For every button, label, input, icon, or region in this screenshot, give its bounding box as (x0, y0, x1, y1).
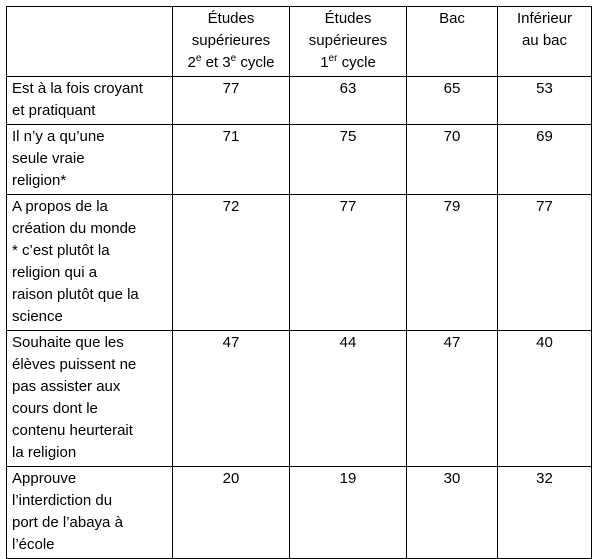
value-cell: 53 (498, 77, 592, 125)
value-cell: 63 (290, 77, 407, 125)
value-cell: 77 (173, 77, 290, 125)
table-body (7, 77, 592, 559)
value-cell: 69 (498, 125, 592, 195)
value-cell: 47 (407, 331, 498, 467)
row-label: Souhaite que les élèves puissent ne pas assister aux cours dont le contenu heurterait la religion (7, 331, 173, 467)
value-cell: 20 (173, 467, 290, 559)
header-bac: Bac (407, 7, 498, 77)
value-cell: 19 (290, 467, 407, 559)
table-row (7, 467, 592, 559)
value-cell: 65 (407, 77, 498, 125)
table-row (7, 125, 592, 195)
row-label: A propos de la création du monde * c’est plutôt la religion qui a raison plutôt que la science (7, 195, 173, 331)
row-label: Il n’y a qu’une seule vraie religion* (7, 125, 173, 195)
value-cell: 79 (407, 195, 498, 331)
header-row (7, 7, 592, 77)
survey-table (6, 6, 592, 559)
header-inferieur-au-bac: Inférieur au bac (498, 7, 592, 77)
value-cell: 70 (407, 125, 498, 195)
value-cell: 75 (290, 125, 407, 195)
table-row (7, 195, 592, 331)
table-row (7, 331, 592, 467)
header-empty-cell (7, 7, 173, 77)
value-cell: 40 (498, 331, 592, 467)
value-cell: 72 (173, 195, 290, 331)
value-cell: 77 (498, 195, 592, 331)
value-cell: 44 (290, 331, 407, 467)
table-row (7, 77, 592, 125)
value-cell: 32 (498, 467, 592, 559)
value-cell: 71 (173, 125, 290, 195)
header-etudes-2e-3e-cycle: Études supérieures 2e et 3e cycle (173, 7, 290, 77)
header-etudes-1er-cycle: Études supérieures 1er cycle (290, 7, 407, 77)
value-cell: 47 (173, 331, 290, 467)
value-cell: 77 (290, 195, 407, 331)
row-label: Est à la fois croyant et pratiquant (7, 77, 173, 125)
row-label: Approuve l’interdiction du port de l’abaya à l’école (7, 467, 173, 559)
value-cell: 30 (407, 467, 498, 559)
